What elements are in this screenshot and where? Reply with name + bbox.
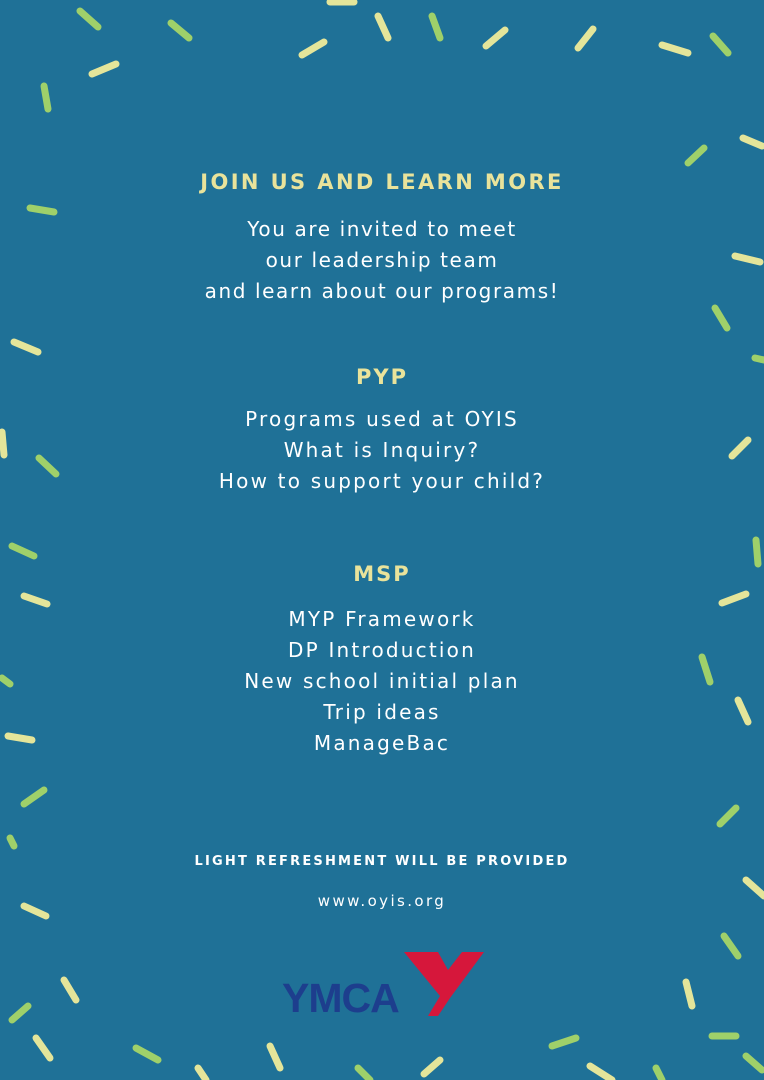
website-link[interactable]: www.oyis.org xyxy=(317,892,447,910)
invitation-line: our leadership team xyxy=(265,248,499,272)
pyp-topic: What is Inquiry? xyxy=(283,438,481,462)
msp-topic: ManageBac xyxy=(313,731,451,755)
msp-topic: DP Introduction xyxy=(288,638,476,662)
msp-topic: Trip ideas xyxy=(323,700,441,724)
hero-heading: JOIN US AND LEARN MORE xyxy=(200,170,564,194)
invitation-line: and learn about our programs! xyxy=(204,279,560,303)
ymca-logo-text: YMCA xyxy=(282,975,399,1020)
pyp-topic: How to support your child? xyxy=(218,469,546,493)
msp-heading: MSP xyxy=(353,562,411,586)
pyp-topic-list xyxy=(0,404,764,497)
refreshment-note: LIGHT REFRESHMENT WILL BE PROVIDED xyxy=(194,854,570,869)
msp-topic-list xyxy=(0,604,764,759)
msp-topic: MYP Framework xyxy=(288,607,476,631)
ymca-logo xyxy=(278,948,488,1020)
invitation-text xyxy=(0,214,764,307)
ymca-logo-icon xyxy=(278,948,488,1020)
msp-topic: New school initial plan xyxy=(244,669,520,693)
pyp-heading: PYP xyxy=(356,365,408,389)
pyp-topic: Programs used at OYIS xyxy=(245,407,519,431)
invitation-line: You are invited to meet xyxy=(247,217,517,241)
